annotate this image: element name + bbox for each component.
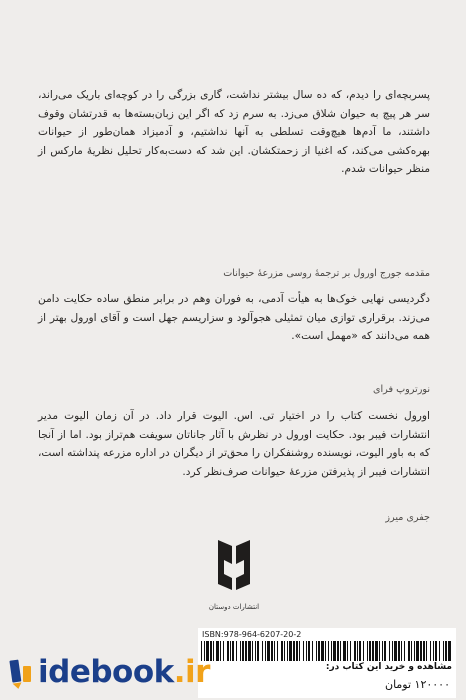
isbn-label: ISBN:978-964-6207-20-2 xyxy=(202,630,302,639)
site-name-main: idebook xyxy=(38,654,174,690)
quote-text: دگردیسی نهایی خوک‌ها به هیأت آدمی، به فوران وهم در برابر منطق ساده حکایت دامن می‌زند. برقراری توازی میان تمثیلی هجوآلود و سزاریسم جهل است و آقای اورول بهتر از همه می‌دانند که «مهمل است». xyxy=(38,293,430,343)
price-label: ۱۲۰۰۰۰ تومان xyxy=(384,678,450,691)
publisher-logo-icon xyxy=(216,538,252,592)
pencil-icon xyxy=(6,656,36,690)
site-logo[interactable] xyxy=(4,650,210,694)
quote-attribution: نورتروپ فرای xyxy=(373,384,430,395)
site-slogan: مشاهده و خرید این کتاب در: xyxy=(325,662,452,672)
quote-frye xyxy=(38,290,430,346)
quote-text: اورول نخست کتاب را در اختیار تی. اس. الیوت قرار داد. در آن زمان الیوت مدیر انتشارات فیبر بود. حکایت اورول در نظرش با آثار جاناتان سویفت هم‌تراز بود. اما از آنجا که به باور الیوت، نویسنده روشنفکران را محق‌تر از دیگران در اداره مزرعه پنداشته است، انتشارات فیبر از پذیرفتن مزرعهٔ حیوانات صرف‌نظر کرد. xyxy=(38,410,430,478)
quote-meyers xyxy=(38,407,430,481)
site-name xyxy=(38,654,210,690)
publisher-name: انتشارات دوستان xyxy=(208,603,260,611)
barcode-icon xyxy=(199,641,455,661)
quote-text: پسربچه‌ای را دیدم، که ده سال بیشتر نداشت، گاری بزرگی را در کوچه‌ای باریک می‌راند، سر هر پیچ به حیوان شلاق می‌زد. به سرم زد که اگر این زبان‌بسته‌ها به قدرتشان وقوف داشتند، ما آدم‌ها هیچ‌وقت تسلطی به آنها نداشتیم، و آدمیزاد همان‌طور از حیوانات بهره‌کشی می‌کند، که اغنیا از زحمتکشان. این شد که دست‌به‌کار تحلیل نظریهٔ مارکس از منظر حیوانات شدم. xyxy=(38,89,430,176)
quote-attribution: جفری میرز xyxy=(385,512,430,523)
quote-attribution: مقدمه جورج اورول بر ترجمهٔ روسی مزرعهٔ حیوانات xyxy=(223,268,430,279)
quote-orwell xyxy=(38,86,430,179)
site-name-tld: .ir xyxy=(173,654,210,690)
